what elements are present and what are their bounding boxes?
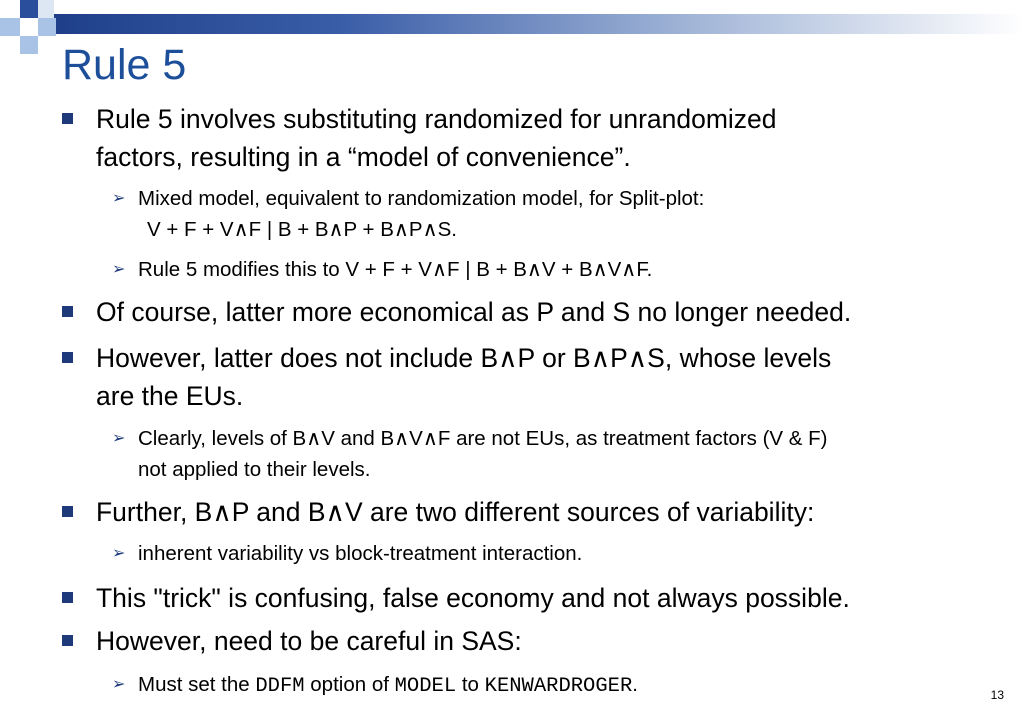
- bullet-item: This "trick" is confusing, false economy and not always possible.: [96, 579, 1006, 617]
- page-number: 13: [990, 688, 1004, 702]
- square-bullet-icon: [62, 506, 73, 517]
- code-kenwardroger: KENWARDROGER: [484, 675, 633, 698]
- slide-title: Rule 5: [62, 41, 187, 89]
- sub-bullet-item: ➢ Rule 5 modifies this to V + F + V∧F | B + B∧V + B∧V∧F.: [138, 254, 1018, 285]
- arrow-bullet-icon: ➢: [112, 676, 126, 693]
- sub-bullet-item: ➢ Mixed model, equivalent to randomization model, for Split-plot: V + F + V∧F | B + B∧P + B∧P∧S.: [138, 183, 1018, 245]
- square-bullet-icon: [62, 592, 73, 603]
- sub-bullet-item: ➢ Must set the DDFM option of MODEL to KENWARDROGER.: [138, 669, 1018, 702]
- bullet-item: Further, B∧P and B∧V are two different sources of variability:: [96, 493, 1006, 531]
- square-bullet-icon: [62, 113, 73, 124]
- arrow-bullet-icon: ➢: [112, 261, 126, 278]
- bullet-item: Rule 5 involves substituting randomized for unrandomized factors, resulting in a “model of convenience”.: [96, 100, 1006, 176]
- bullet-item: Of course, latter more economical as P and S no longer needed.: [96, 293, 1006, 331]
- square-bullet-icon: [62, 306, 73, 317]
- arrow-bullet-icon: ➢: [112, 545, 126, 562]
- sub-bullet-item: ➢ inherent variability vs block-treatment interaction.: [138, 538, 1018, 569]
- code-ddfm: DDFM: [255, 675, 305, 698]
- square-bullet-icon: [62, 352, 73, 363]
- bullet-item: However, latter does not include B∧P or B∧P∧S, whose levels are the EUs.: [96, 339, 1006, 415]
- square-bullet-icon: [62, 635, 73, 646]
- arrow-bullet-icon: ➢: [112, 190, 126, 207]
- sub-bullet-item: ➢ Clearly, levels of B∧V and B∧V∧F are not EUs, as treatment factors (V & F) not applied to their levels.: [138, 423, 1018, 485]
- arrow-bullet-icon: ➢: [112, 430, 126, 447]
- code-model: MODEL: [394, 675, 457, 698]
- bullet-item: However, need to be careful in SAS:: [96, 622, 1006, 660]
